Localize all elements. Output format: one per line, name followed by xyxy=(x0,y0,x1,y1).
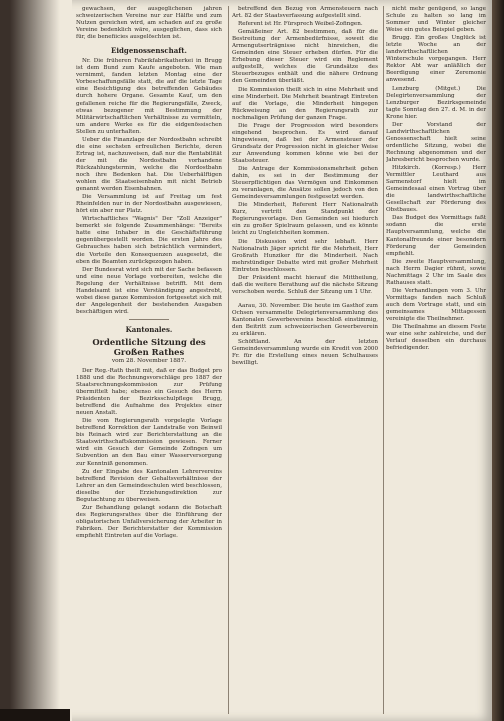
section-title-kantonales: Kantonales. xyxy=(125,324,173,334)
paragraph: Das Budget des Vormittags faßt sodann die erste Hauptversammlung, welche die Kantonalfreunde einer besondern Förderung der Gemeinden empfiehlt. xyxy=(386,215,486,257)
paragraph: Gemäßeiner Art. 82 bestimmen, daß für die Bestreitung der Armenbedürfnisse, soweit die Armengutserträgnisse nicht hinreichen, die Gemeinden eine Steuer erheben dürfen. Für die Erhebung dieser Steuer wird ein Reglement aufgestellt, welches die Grundsätze des Steuerbezuges enthält und die nähere Ordnung den Gemeinden überläßt. xyxy=(232,29,378,85)
paragraph: betreffend den Bezug von Armensteuern nach Art. 82 der Staatsverfassung aufgestellt sind. xyxy=(232,6,378,20)
paragraph: Die vom Regierungsrath vorgelegte Vorlage betreffend Korrektion der Landstraße von Beinwil bis Reinach wird zur Berichterstattung an die Staatswirthschaftskommission gewiesen. Ferner wird ein Gesuch der Gemeinde Zofingen um Subvention an den Bau einer Wasserversorgung zur Kenntniß genommen. xyxy=(76,418,222,467)
paragraph: Der Reg.-Rath theilt mit, daß er das Budget pro 1888 und die Rechnungsvorschläge pro 1887 der Staatsrechnungskommission zur Prüfung übermittelt habe; ebenso ein Gesuch des Herrn Präsidenten der Bezirksschulpflege Brugg, betreffend die Aufnahme des Projektes einer neuen Anstalt. xyxy=(76,367,222,417)
paragraph: Brugg. Ein großes Unglück ist letzte Woche an der landwirthschaftlichen Winterschule vorgegangen. Herr Rektor Abt war anläßlich der Beerdigung einer Zeremonie anwesend. xyxy=(386,35,486,84)
paragraph: Die Kommission theilt sich in eine Mehrheit und eine Minderheit. Die Mehrheit beantragt Eintreten auf die Vorlage, die Minderheit hingegen Rückweisung an den Regierungsrath zur nochmaligen Prüfung der ganzen Frage. xyxy=(232,86,378,121)
paragraph: Der Vorstand der Landwirthschaftlichen Genossenschaft hielt seine ordentliche Sitzung, wobei die Rechnung abgenommen und der Jahresbericht besprochen wurde. xyxy=(386,121,486,163)
paragraph: Die Versammlung ist auf Freitag um fest Rheinfelden nur in der Nordostbahn ausgewiesen, hört ein aber nur Platz. xyxy=(76,194,222,215)
column-1 xyxy=(76,6,222,714)
column-3 xyxy=(386,6,486,714)
paragraph: Ueber die Finanzlage der Nordostbahn schreibt die eine sechsten erfreulichen Berichte, deren Ertrag ist, nachzuweisen, daß nur die Rentabilität der mit die Nordostbahn vorhandene Rückzahlungstermin, welche die Nordostbahn noch ihre Bedenken hat. Die Ueberhälftigen wohlen die Staatseisenbahn mit nicht Betrieb genannt werden Eisenbahnen. xyxy=(76,136,222,193)
column-rule xyxy=(228,6,229,714)
paragraph: Die Diskussion wird sehr lebhaft. Herr Nationalrath Jäger spricht für die Mehrheit, Herr Großrath Hunziker für die Minderheit. Nach mehrstündiger Debatte wird mit großer Mehrheit Eintreten beschlossen. xyxy=(232,238,378,273)
column-2 xyxy=(232,6,378,714)
paragraph: Die Minderheit, Referent Herr Nationalrath Kurz, vertritt den Standpunkt der Regierungsvorlage. Den Gemeinden sei hiedurch ein zu großer Spielraum gelassen, und es könnte leicht zu Ungleichheiten kommen. xyxy=(232,202,378,237)
paragraph: Referent ist Hr. Fürsprech Weibel-Zofingen. xyxy=(238,21,363,28)
paragraph: Nr. Die früheren Fabrikfabrikatherkei in Brugg ist dem Bund zum Kaufe angeboten. Wie man vernimmt, fanden letzten Montag eine der Vorbeschaffungsfälle statt, die auf die letzte Tage eine Besichtigung des betreffenden Gebäudes durch hohere Organe. Gesamte Kauf, um den gefallenen reiche für die Regierungsfälle, Zweck, etwas bezogener mit Bestimmung der Militärwirtschaftlichen Verhältnisse zu vermitteln, um andere Werke es für die eidgenössischen Stellen zu unterhalten. xyxy=(76,58,222,135)
paragraph: gewachsen, der ausgeglichenen jahren schweizerischen Vereine nur zur Hälfte und zum Nutzen gereichen wird, am schaden auf zu große Vereine bedenklich wäre, ausgeglichen, dass sich für, die benefiicies ausgelöschten ist. xyxy=(76,6,222,41)
paragraph: Schöftland. An der letzten Gemeindeversammlung wurde ein Kredit von 2000 Fr. für die Erstellung eines neuen Schulhauses bewilligt. xyxy=(232,339,378,367)
paragraph: Der Präsident macht hierauf die Mittheilung, daß die weitere Berathung auf die nächste Sitzung verschoben werde. Schluß der Sitzung um 1 Uhr. xyxy=(232,274,378,295)
binding-gutter xyxy=(0,0,72,721)
separator xyxy=(129,319,169,320)
paragraph: Hitzkirch. (Korresp.) Herr Vermittler Leuthard aus Sarmenstorf hielt im Gemeindesaal einen Vortrag über die landwirthschaftliche Gesellschaft zur Förderung des Obstbaues. xyxy=(386,165,486,214)
corner-shadow xyxy=(0,709,70,721)
paragraph: Lenzburg (Mitget.) Die Delegirtenversammlung der Lenzburger Bezirksgemeinde tagte Sonntag den 27. d. M. in der Krone hier. xyxy=(386,85,486,120)
paragraph: Zur Behandlung gelangt sodann die Botschaft des Regierungsrathes über die Einführung der obligatorischen Unfallversicherung der Arbeiter in Fabriken. Der Berichterstatter der Kommission empfiehlt Eintreten auf die Vorlage. xyxy=(76,504,222,539)
paragraph: Die Verhandlungen vom 3. Uhr Vormittags fanden nach Schluß auch dem Vortrage statt, und ein gemeinsames Mittagessen vereinigte die Theilnehmer. xyxy=(386,287,486,323)
paragraph: Wirtschaftliches "Wagnis" Der "Zoll Anzeiger" bemerkt sie folgende Zusammenhänge: "Bereits hatte eine Inhaber in die Geschäftsführung gegenübergestellt worden. Die ersten Jahre des Gebrauches haben sich beträchtlich vermindert, die Vorteile den Konsequenzen ausgesetzt, die eben die Beamten zurückgezogen haben. xyxy=(76,216,222,265)
paragraph: Aarau, 30. November. Die heute im Gasthof zum Ochsen versammelte Delegirtenversammlung des Kantonalen Gewerbevereins beschloß einstimmig, den Beitritt zum schweizerischen Gewerbeverein zu erklären. xyxy=(232,302,378,338)
session-date: vom 28. November 1887. xyxy=(111,357,187,364)
paragraph: Die Theilnahme an diesem Feste war eine sehr zahlreiche, und der Verlauf desselben ein durchaus befriedigender. xyxy=(386,324,486,352)
column-rule xyxy=(383,6,384,714)
paragraph: Zu der Eingabe des Kantonalen Lehrervereins betreffend Revision der Gehaltsverhältnisse der Lehrer an den Gemeindeschulen wird beschlossen, dieselbe der Erziehungsdirektion zur Begutachtung zu überweisen. xyxy=(76,468,222,503)
paragraph: Die Antrage der Kommissionsmehrheit gehen dahin, es sei in der Bestimmung der Steuerpflichtigen das Vermögen und Einkommen zu veranlagen, die Ansätze sollen jedoch von den Gemeindeversammlungen festgesetzt werden. xyxy=(232,166,378,201)
paragraph: Die Frage der Progression wird besonders eingehend besprochen. Es wird darauf hingewiesen, daß bei der Armensteuer der Grundsatz der Progression nicht in gleicher Weise zur Anwendung kommen könne wie bei der Staatssteuer. xyxy=(232,122,378,164)
paragraph: Die zweite Hauptversammlung, nach Herrn Dagier rühmt, sowie Nachmittags 2 Uhr im Saale des Rathauses statt. xyxy=(386,258,486,286)
section-title-eidgenossenschaft: Eidgenossenschaft. xyxy=(111,46,187,56)
separator xyxy=(285,299,325,300)
session-title: Ordentliche Sitzung des Großen Rathes xyxy=(92,336,206,357)
paragraph: Der Bundesrat wird sich mit der Sache befassen und eine neue Vorlage vorbereiten, welche die Regelung der Verhältnisse betrifft. Mit dem Handelsamt ist eine Verständigung angestrebt, wobei diese ganze Kommission fortgesetzt sich mit der Angelegenheit der bestehenden Ausgaben beschäftigen wird. xyxy=(76,266,222,315)
paragraph: nicht mehr genügend, so lange Schule zu halten so lang im Sommer und Winter gleicher Weise ein gutes Beispiel geben. xyxy=(386,6,486,34)
book-spine xyxy=(492,0,504,721)
